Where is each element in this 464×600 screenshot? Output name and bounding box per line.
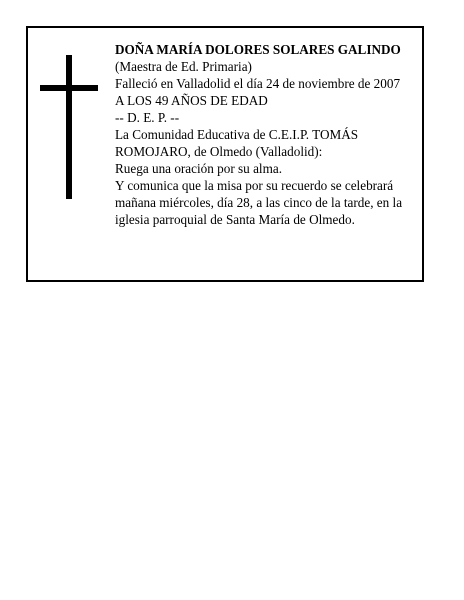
cross-horizontal-bar	[40, 85, 98, 91]
mass-line-1: Y comunica que la misa por su recuerdo se celebrará	[115, 178, 394, 193]
community-line-2: ROMOJARO, de Olmedo (Valladolid):	[115, 144, 323, 159]
cross-vertical-bar	[66, 55, 72, 199]
community-line-1: La Comunidad Educativa de C.E.I.P. TOMÁS	[115, 127, 359, 142]
age-line: A LOS 49 AÑOS DE EDAD	[115, 93, 268, 108]
obituary-notice	[26, 26, 424, 282]
prayer-line: Ruega una oración por su alma.	[115, 161, 282, 176]
mass-line-2: mañana miércoles, día 28, a las cinco de la tarde, en la	[115, 195, 403, 210]
death-date-line: Falleció en Valladolid el día 24 de noviembre de 2007	[115, 76, 401, 91]
latin-cross-icon	[40, 55, 98, 199]
deceased-role: (Maestra de Ed. Primaria)	[115, 59, 252, 74]
deceased-name: DOÑA MARÍA DOLORES SOLARES GALINDO	[115, 42, 401, 57]
mass-line-3: iglesia parroquial de Santa María de Olmedo.	[115, 212, 355, 227]
obituary-text	[115, 41, 415, 228]
rip-line: -- D. E. P. --	[115, 110, 180, 125]
